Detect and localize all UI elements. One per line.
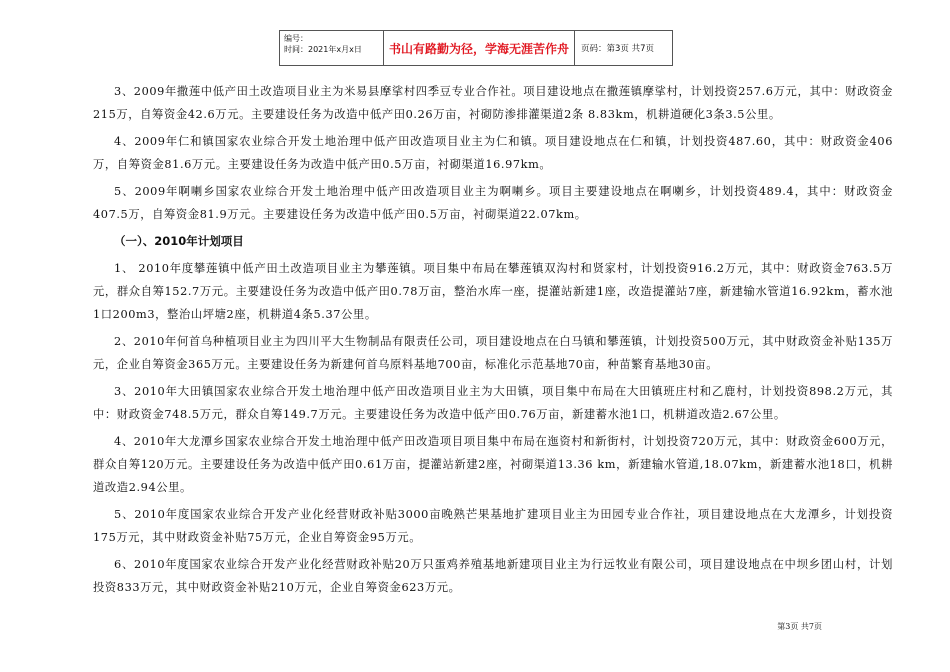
paragraph: 4、2010年大龙潭乡国家农业综合开发土地治理中低产田改造项目项目集中布局在迤资村和新街村，计划投资720万元，其中：财政资金600万元，群众自筹120万元。主要建设任务为改造中低产田0.61万亩，提灌站新建2座，衬砌渠道13.36 km，新建输水管道,18.07km，新建蓄水池18口，机耕道改造2.94公里。 (93, 435, 893, 494)
document-body (93, 80, 893, 603)
header-number-label: 编号： (284, 34, 308, 43)
paragraph: 3、2010年大田镇国家农业综合开发土地治理中低产田改造项目业主为大田镇，项目集中布局在大田镇班庄村和乙鹿村，计划投资898.2万元，其中：财政资金748.5万元，群众自筹149.7万元。主要建设任务为改造中低产田0.76万亩，新建蓄水池1口，机耕道改造2.67公里。 (93, 385, 893, 421)
header-meta (280, 31, 384, 65)
paragraph: 2、2010年何首乌种植项目业主为四川平大生物制品有限责任公司，项目建设地点在白马镇和攀莲镇，计划投资500万元，其中财政资金补贴135万元，企业自筹资金365万元。主要建设任务为新建何首乌原料基地700亩，标准化示范基地70亩，种苗繁育基地30亩。 (93, 335, 893, 371)
header-page-number: 页码：第3页 共7页 (581, 44, 655, 54)
header-motto: 书山有路勤为径，学海无涯苦作舟 (384, 31, 575, 65)
header-table (279, 30, 673, 66)
paragraph: 4、2009年仁和镇国家农业综合开发土地治理中低产田改造项目业主为仁和镇。项目建设地点在仁和镇，计划投资487.60，其中：财政资金406万，自筹资金81.6万元。主要建设任务为改造中低产田0.5万亩，衬砌渠道16.97km。 (93, 135, 893, 171)
paragraph: 5、2010年度国家农业综合开发产业化经营财政补贴3000亩晚熟芒果基地扩建项目业主为田园专业合作社，项目建设地点在大龙潭乡，计划投资175万元，其中财政资金补贴75万元，企业自筹资金95万元。 (93, 508, 893, 544)
header-date: 时间：2021年x月x日 (284, 45, 362, 54)
footer-page-number: 第3页 共7页 (777, 622, 822, 631)
section-title: （一）、2010年计划项目 (114, 234, 244, 248)
paragraph: 1、 2010年度攀莲镇中低产田土改造项目业主为攀莲镇。项目集中布局在攀莲镇双沟村和贤家村，计划投资916.2万元，其中：财政资金763.5万元，群众自筹152.7万元。主要建设任务为改造中低产田0.78万亩，整治水库一座，提灌站新建1座，改造提灌站7座，新建输水管道16.92km，蓄水池1口200m3，整治山坪塘2座，机耕道4条5.37公里。 (93, 262, 893, 321)
paragraph: 3、2009年撒莲中低产田土改造项目业主为米易县摩挲村四季豆专业合作社。项目建设地点在撒莲镇摩挲村，计划投资257.6万元，其中：财政资金215万，自筹资金42.6万元。主要建设任务为改造中低产田0.26万亩，衬砌防渗排灌渠道2条 8.83km，机耕道硬化3条3.5公里。 (93, 85, 893, 121)
paragraph: 5、2009年啊喇乡国家农业综合开发土地治理中低产田改造项目业主为啊喇乡。项目主要建设地点在啊喇乡，计划投资489.4，其中：财政资金407.5万，自筹资金81.9万元。主要建设任务为改造中低产田0.5万亩，衬砌渠道22.07km。 (93, 185, 893, 221)
paragraph: 6、2010年度国家农业综合开发产业化经营财政补贴20万只蛋鸡养殖基地新建项目业主为行远牧业有限公司，项目建设地点在中坝乡团山村，计划投资833万元，其中财政资金补贴210万元，企业自筹资金623万元。 (93, 558, 893, 594)
